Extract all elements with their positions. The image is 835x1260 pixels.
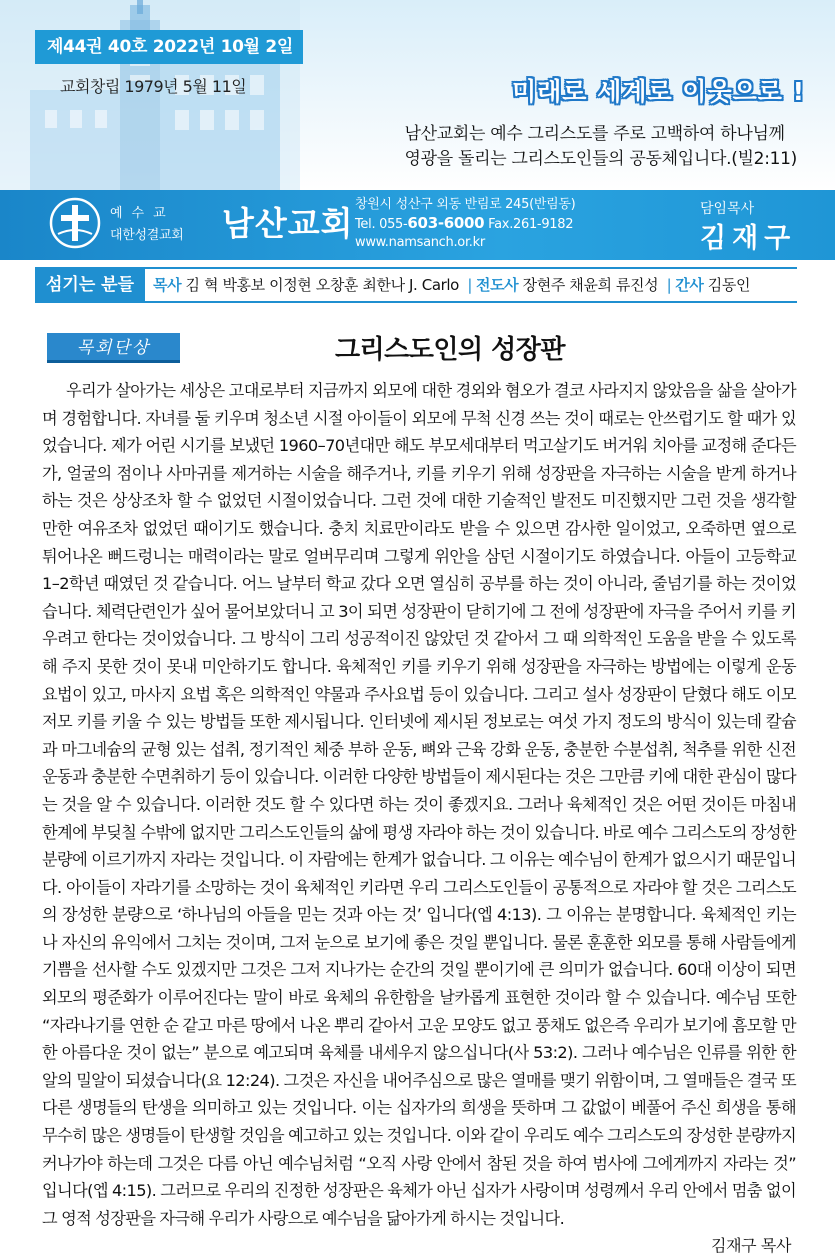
article-title: 그리스도인의 성장판 (334, 335, 566, 365)
issue-info: 제44권 40호 2022년 10월 2일 (35, 30, 303, 64)
separator: | (666, 276, 672, 294)
phone-prefix: Tel. 055- (355, 217, 408, 232)
church-address: 창원시 성산구 외동 반림로 245(반림동) (355, 197, 576, 212)
church-cross-logo-icon (48, 196, 102, 250)
secretary-name: 김동인 (703, 276, 751, 294)
role-pastors: 목사 (153, 276, 182, 294)
role-evangelists: 전도사 (476, 276, 519, 294)
evangelist-names: 장현주 채윤희 류진성 (518, 276, 663, 294)
mission-line-1: 남산교회는 예수 그리스도를 주로 고백하여 하나님께 (404, 124, 785, 144)
church-website: www.namsanch.or.kr (355, 235, 485, 250)
phone-number: 603-6000 (407, 214, 485, 232)
article-body: 우리가 살아가는 세상은 고대로부터 지금까지 외모에 대한 경외와 혐오가 결코 사라지지 않았음을 삶을 살아가며 경험합니다. 자녀를 둘 키우며 청소년 시절 아이들이 외모에 무척 신경 쓰는 것이 때로는 안쓰럽기도 할 때가 있었습니다. 제가 어린 시기를 보냈던 1960–70년대만 해도 부모세대부터 먹고살기도 버거워 치아를 교정해 준다든가, 얼굴의 점이나 사마귀를 제거하는 시술을 해주거나, 키를 키우기 위해 성장판을 자극하는 시술을 받게 하거나 하는 것은 상상조차 할 수 없었던 시절이었습니다. 그런 것에 대한 기술적인 발전도 미진했지만 그런 것을 생각할만한 여유조차 없었던 때이기도 했습니다. 충치 치료만이라도 받을 수 있으면 감사한 일이었고, 오죽하면 옆으로 튀어나온 뻐드렁니는 매력이라는 말로 얼버무리며 그렇게 위안을 삼던 시절이기도 하였습니다. 아들이 고등학교 1–2학년 때였던 것 같습니다. 어느 날부터 학교 갔다 오면 열심히 공부를 하는 것이 아니라, 줄넘기를 하는 것이었습니다. 체력단련인가 싶어 물어보았더니 고 3이 되면 성장판이 닫히기에 그 전에 성장판에 자극을 주어서 키를 키우려고 한다는 것이었습니다. 그 방식이 그리 성공적이진 않았던 것 같아서 그 때 의학적인 도움을 받을 수 있도록 해 주지 못한 것이 못내 미안하기도 합니다. 육체적인 키를 키우기 위해 성장판을 자극하는 방법에는 이렇게 운동요법이 있고, 마사지 요법 혹은 의학적인 약물과 주사요법 등이 있습니다. 그리고 설사 성장판이 닫혔다 해도 이모저모 키를 키울 수 있는 방법들 또한 제시됩니다. 인터넷에 제시된 정보로는 여섯 가지 정도의 방식이 있는데 칼슘과 마그네슘의 균형 있는 섭취, 정기적인 체중 부하 운동, 뼈와 근육 강화 운동, 충분한 수분섭취, 척추를 위한 신전운동과 충분한 수면취하기 등이 있습니다. 이러한 다양한 방법들이 제시된다는 것은 그만큼 키에 대한 관심이 많다는 것을 알 수 있습니다. 이러한 것도 할 수 있다면 하는 것이 좋겠지요. 그러나 육체적인 것은 어떤 것이든 마침내 한계에 부딪칠 수밖에 없지만 그리스도인들의 삶에 평생 자라야 하는 것이 있습니다. 바로 예수 그리스도의 장성한 분량에 이르기까지 자라는 것입니다. 이 자람에는 한계가 없습니다. 그 이유는 예수님이 한계가 없으시기 때문입니다. 아이들이 자라기를 소망하는 것이 육체적인 키라면 우리 그리스도인들이 공통적으로 자라야 할 것은 그리스도의 장성한 분량으로 ‘하나님의 아들을 믿는 것과 아는 것’ 입니다(엡 4:13). 그 이유는 분명합니다. 육체적인 키는 나 자신의 유익에서 그치는 것이며, 그저 눈으로 보기에 좋은 것일 뿐입니다. 물론 훈훈한 외모를 통해 사람들에게 기쁨을 선사할 수도 있겠지만 그것은 그저 지나가는 순간의 것일 뿐이기에 큰 의미가 없습니다. 60대 이상이 되면 외모의 평준화가 이루어진다는 말이 바로 육체의 유한함을 날카롭게 표현한 것이라 할 수 있습니다. 예수님 또한 “자라나기를 연한 순 같고 마른 땅에서 나온 뿌리 같아서 고운 모양도 없고 풍채도 없은즉 우리가 보기에 흠모할 만한 아름다운 것이 없는” 분으로 예고되며 육체를 내세우지 않으십니다(사 53:2). 그러나 예수님은 인류를 위한 한 알의 밀알이 되셨습니다(요 12:24). 그것은 자신을 내어주심으로 많은 열매를 맺기 위함이며, 그 열매들은 결국 또 다른 생명들의 탄생을 의미하고 있는 것입니다. 이는 십자가의 희생을 뜻하며 그 값없이 베풀어 주신 희생을 통해 무수히 많은 생명들이 탄생할 것임을 예고하고 있는 것입니다. 이와 같이 우리도 예수 그리스도의 장성한 분량까지 커나가야 하는데 그것은 다름 아닌 예수님처럼 “오직 사랑 안에서 참된 것을 하여 범사에 그에게까지 자라는 것” 입니다(엡 4:15). 그러므로 우리의 진정한 성장판은 육체가 아닌 십자가 사랑이며 성령께서 우리 안에서 멈춤 없이 그 영적 성장판을 자극해 우리가 사랑으로 예수님을 닮아가게 하시는 것입니다. (42, 381, 796, 1228)
article-author: 김재구 목사 (711, 1236, 791, 1255)
church-contact (355, 196, 575, 252)
senior-pastor-label: 담임목사 (700, 201, 755, 217)
pastor-names: 김 혁 박홍보 이정현 오창훈 최한나 J. Carlo (181, 276, 464, 294)
senior-pastor-name: 김재구 (700, 223, 797, 254)
bulletin-header (0, 0, 835, 190)
staff-title: 섬기는 분들 (35, 269, 145, 301)
fax-number: Fax.261-9182 (484, 217, 574, 232)
role-secretary: 간사 (675, 276, 704, 294)
church-info-band (0, 190, 835, 260)
founded-date: 교회창립 1979년 5월 11일 (60, 77, 247, 96)
denomination-name: 예수교 (110, 206, 175, 221)
mission-statement (405, 122, 798, 172)
church-slogan: 미래로 세계로 이웃으로 ! (511, 77, 805, 106)
church-phone (355, 214, 575, 234)
separator: | (467, 276, 472, 294)
church-name: 남산교회 (222, 204, 354, 243)
staff-list (35, 267, 797, 303)
mission-line-2: 영광을 돌리는 그리스도인들의 공동체입니다.(빌2:11) (404, 149, 797, 169)
staff-members (153, 269, 750, 301)
column-label: 목회단상 (47, 333, 180, 363)
denomination-full: 대한성결교회 (110, 228, 184, 243)
